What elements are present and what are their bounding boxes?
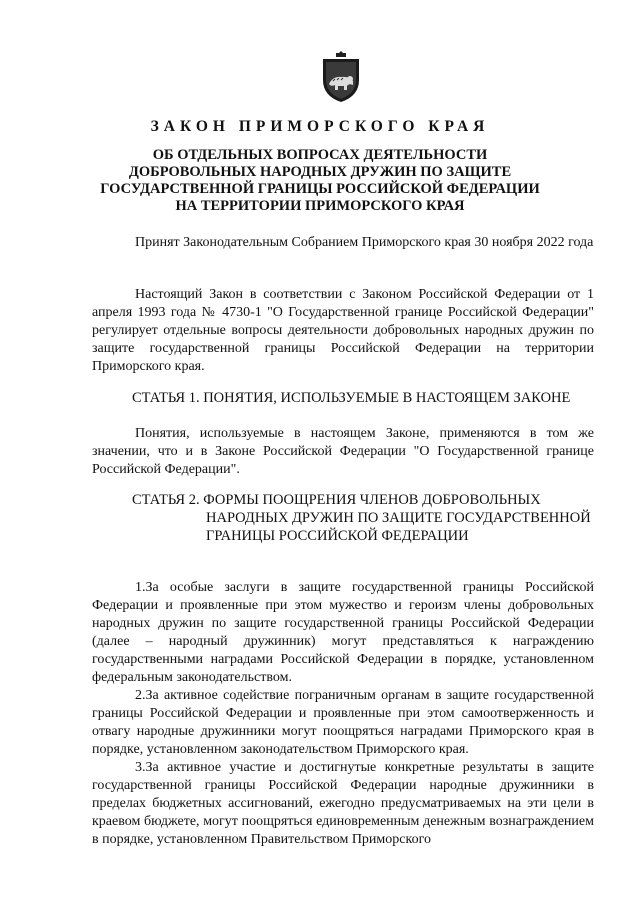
article-1-heading (132, 389, 602, 407)
article-1-text: Понятия, используемые в настоящем Законе, применяются в том же значении, что и в Законе Российской Федерации "О Государственной границе Российской Федерации". (92, 426, 594, 477)
adoption-text: Принят Законодательным Собранием Приморского края 30 ноября 2022 года (135, 235, 594, 250)
primorsky-krai-coat-of-arms-icon (319, 50, 363, 104)
preamble (92, 286, 594, 376)
article-2-heading-first: СТАТЬЯ 2. ФОРМЫ ПООЩРЕНИЯ ЧЛЕНОВ ДОБРОВОЛЬНЫХ (132, 492, 541, 508)
article-2-paragraph-3: 3.За активное участие и достигнутые конкретные результаты в защите государственной границы Российской Федерации народные дружинники в пределах бюджетных ассигнований, ежегодно предусматриваемых на эти цели в краевом бюджете, могут поощряться единовременным денежным вознаграждением в порядке, установленном Правительством Приморского (92, 760, 594, 847)
article-1-body (92, 425, 594, 479)
article-2-paragraph-2: 2.За активное содействие пограничным органам в защите государственной границы Российской Федерации и проявленные при этом самоотверженность и отвагу народные дружинники могут поощряться наградами Приморского края в порядке, установленном законодательством Приморского края. (92, 688, 594, 757)
article-2-heading (132, 491, 602, 545)
adoption-statement (92, 234, 594, 252)
article-2-paragraph-1: 1.За особые заслуги в защите государственной границы Российской Федерации и проявленные при этом мужество и героизм члены добровольных народных дружин по защите государственной границы Российской Федерации (далее – народный дружинник) могут представляться к награждению государственными наградами Российской Федерации в порядке, установленном федеральным законодательством. (92, 580, 594, 685)
article-2-body (92, 579, 594, 849)
law-title: ЗАКОН ПРИМОРСКОГО КРАЯ (150, 118, 490, 135)
article-2-heading-rest: НАРОДНЫХ ДРУЖИН ПО ЗАЩИТЕ ГОСУДАРСТВЕННОЙ ГРАНИЦЫ РОССИЙСКОЙ ФЕДЕРАЦИИ (206, 510, 591, 544)
article-1-heading-text: СТАТЬЯ 1. ПОНЯТИЯ, ИСПОЛЬЗУЕМЫЕ В НАСТОЯЩЕМ ЗАКОНЕ (132, 390, 571, 406)
preamble-text: Настоящий Закон в соответствии с Законом Российской Федерации от 1 апреля 1993 года № 4730-1 "О Государственной границе Российской Федерации" регулирует отдельные вопросы деятельности добровольных народных дружин по защите государственной границы Российской Федерации на территории Приморского края. (92, 287, 594, 374)
law-subtitle: ОБ ОТДЕЛЬНЫХ ВОПРОСАХ ДЕЯТЕЛЬНОСТИ ДОБРОВОЛЬНЫХ НАРОДНЫХ ДРУЖИН ПО ЗАЩИТЕ ГОСУДАРСТВЕННОЙ ГРАНИЦЫ РОССИЙСКОЙ ФЕДЕРАЦИИ НА ТЕРРИТОРИИ ПРИМОРСКОГО КРАЯ (100, 147, 540, 214)
